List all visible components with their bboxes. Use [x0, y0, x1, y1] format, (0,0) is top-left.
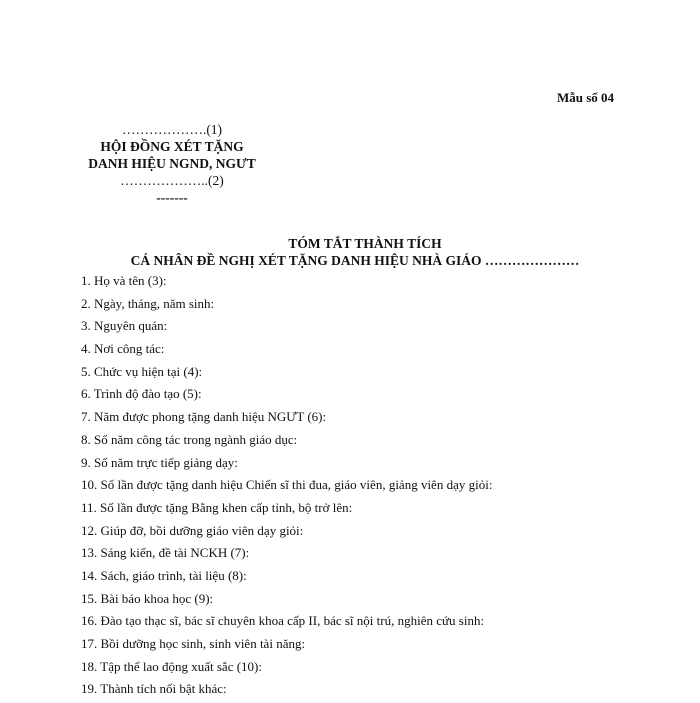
list-item: 4. Nơi công tác: — [81, 341, 165, 357]
item-list — [81, 272, 492, 703]
list-item: 13. Sáng kiến, đề tài NCKH (7): — [81, 545, 250, 561]
council-line-4: ………………..(2) — [120, 173, 224, 188]
list-item: 1. Họ và tên (3): — [81, 273, 167, 288]
council-subtitle: DANH HIỆU NGND, NGƯT — [88, 156, 256, 171]
list-item: 14. Sách, giáo trình, tài liệu (8): — [81, 567, 247, 583]
list-item: 9. Số năm trực tiếp giảng dạy: — [81, 454, 238, 470]
council-title: HỘI ĐỒNG XÉT TẶNG — [100, 139, 244, 154]
title-line-2: CÁ NHÂN ĐỀ NGHỊ XÉT TẶNG DANH HIỆU NHÀ GIÁO ………………… — [130, 253, 580, 268]
document-title — [0, 235, 700, 269]
list-item: 6. Trình độ đào tạo (5): — [81, 386, 202, 402]
list-item: 19. Thành tích nổi bật khác: — [81, 681, 227, 697]
title-line-1: TÓM TẮT THÀNH TÍCH — [288, 236, 442, 251]
list-item: 18. Tập thể lao động xuất sắc (10): — [81, 658, 262, 674]
list-item: 15. Bài báo khoa học (9): — [81, 590, 214, 606]
list-item: 5. Chức vụ hiện tại (4): — [81, 363, 203, 379]
list-item: 11. Số lần được tặng Bằng khen cấp tỉnh, bộ trở lên: — [81, 499, 353, 515]
list-item: 8. Số năm công tác trong ngành giáo dục: — [81, 431, 298, 447]
list-item: 3. Nguyên quán: — [81, 318, 168, 334]
council-divider: ------- — [156, 190, 188, 205]
council-line-1: ……………….(1) — [121, 122, 223, 137]
list-item: 2. Ngày, tháng, năm sinh: — [81, 295, 215, 311]
list-item: 12. Giúp đỡ, bồi dưỡng giáo viên dạy giỏi: — [81, 522, 304, 538]
list-item: 7. Năm được phong tặng danh hiệu NGƯT (6): — [81, 409, 327, 425]
list-item: 16. Đào tạo thạc sĩ, bác sĩ chuyên khoa cấp II, bác sĩ nội trú, nghiên cứu sinh: — [81, 613, 485, 629]
form-number: Mẫu số 04 — [557, 90, 615, 105]
council-header — [82, 121, 262, 206]
list-item: 17. Bồi dưỡng học sinh, sinh viên tài năng: — [81, 636, 306, 651]
list-item: 10. Số lần được tặng danh hiệu Chiến sĩ thi đua, giáo viên, giảng viên dạy giỏi: — [81, 477, 493, 493]
